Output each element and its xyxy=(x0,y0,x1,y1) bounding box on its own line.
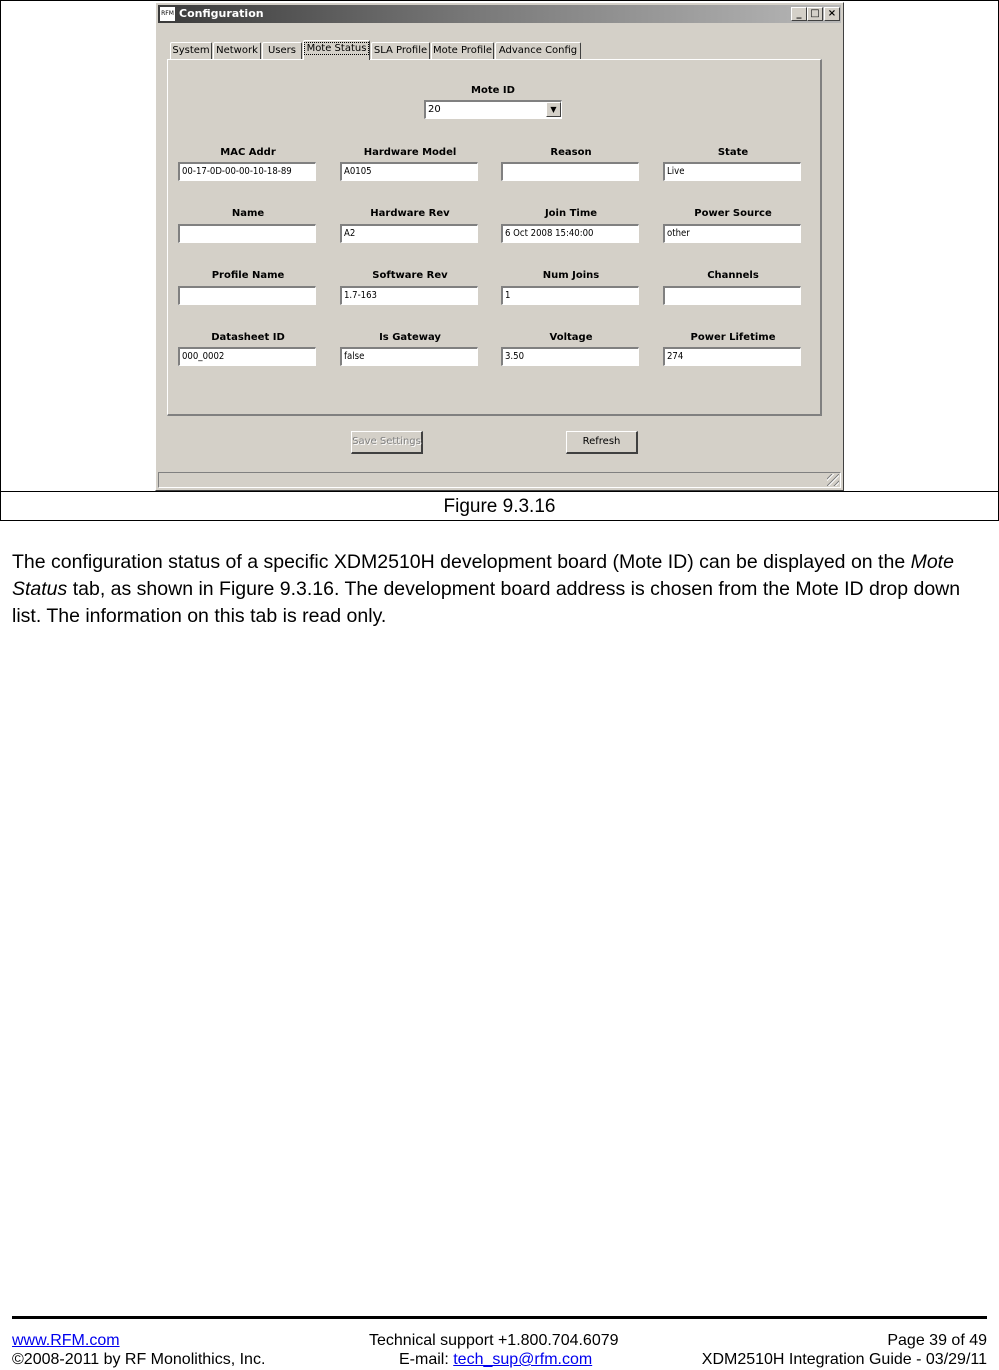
hardware-model-field[interactable]: A0105 xyxy=(340,162,478,181)
is-gateway-label: Is Gateway xyxy=(379,332,441,343)
support-phone: Technical support +1.800.704.6079 xyxy=(369,1332,619,1349)
hardware-model-label: Hardware Model xyxy=(363,147,457,158)
mac-addr-label: MAC Addr xyxy=(220,147,276,158)
is-gateway-field[interactable]: false xyxy=(340,347,478,366)
paragraph-text-start: The configuration status of a specific XDM2510H development board (Mote ID) can be displayed on the xyxy=(12,551,911,573)
tab-label: SLA Profile xyxy=(373,45,428,56)
tab-mote-profile[interactable] xyxy=(431,42,494,59)
hardware-rev-label: Hardware Rev xyxy=(370,208,450,219)
save-settings-button[interactable]: Save Settings xyxy=(351,431,423,454)
tab-system[interactable] xyxy=(170,42,212,59)
paragraph-emphasis: Mote Status xyxy=(12,551,954,600)
power-source-field[interactable]: other xyxy=(663,224,801,243)
window-title: Configuration xyxy=(179,7,264,20)
copyright: ©2008-2011 by RF Monolithics, Inc. xyxy=(12,1351,266,1368)
mote-id-value: 20 xyxy=(428,104,441,115)
status-bar xyxy=(158,472,841,488)
join-time-label: Join Time xyxy=(544,208,598,219)
close-icon[interactable]: × xyxy=(824,7,840,21)
channels-field[interactable] xyxy=(663,286,801,305)
email-link[interactable]: tech_sup@rfm.com xyxy=(453,1351,593,1368)
title-bar[interactable] xyxy=(158,5,841,23)
name-label: Name xyxy=(231,208,265,219)
datasheet-id-field[interactable]: 000_0002 xyxy=(178,347,316,366)
maximize-icon[interactable]: □ xyxy=(807,7,823,21)
website-link[interactable]: www.RFM.com xyxy=(12,1332,120,1349)
hardware-rev-field[interactable]: A2 xyxy=(340,224,478,243)
tab-label: Mote Profile xyxy=(432,45,493,56)
profile-name-label: Profile Name xyxy=(211,270,285,281)
power-lifetime-label: Power Lifetime xyxy=(690,332,776,343)
join-time-field[interactable]: 6 Oct 2008 15:40:00 xyxy=(501,224,639,243)
datasheet-id-label: Datasheet ID xyxy=(211,332,285,343)
tab-network[interactable] xyxy=(213,42,261,59)
tab-sla-profile[interactable] xyxy=(371,42,430,59)
footer-rule xyxy=(12,1316,987,1319)
state-field[interactable]: Live xyxy=(663,162,801,181)
name-field[interactable] xyxy=(178,224,316,243)
tab-label: Users xyxy=(267,45,296,56)
reason-field[interactable] xyxy=(501,162,639,181)
mac-addr-field[interactable]: 00-17-0D-00-00-10-18-89 xyxy=(178,162,316,181)
power-lifetime-field[interactable]: 274 xyxy=(663,347,801,366)
voltage-field[interactable]: 3.50 xyxy=(501,347,639,366)
tab-label: Advance Config xyxy=(498,45,578,56)
document-title: XDM2510H Integration Guide - 03/29/11 xyxy=(701,1351,987,1368)
configuration-window xyxy=(155,2,844,491)
mote-id-select[interactable] xyxy=(424,100,562,119)
email-label: E-mail: xyxy=(399,1351,454,1368)
reason-label: Reason xyxy=(550,147,592,158)
num-joins-label: Num Joins xyxy=(542,270,600,281)
profile-name-field[interactable] xyxy=(178,286,316,305)
figure-caption: Figure 9.3.16 xyxy=(0,491,999,521)
tab-label: Mote Status xyxy=(306,43,367,54)
tab-users[interactable] xyxy=(262,42,302,59)
tab-mote-status[interactable] xyxy=(303,40,370,60)
tab-label: Network xyxy=(216,45,258,56)
resize-grip-icon[interactable] xyxy=(827,474,839,486)
chevron-down-icon[interactable]: ▼ xyxy=(546,102,561,117)
page-number: Page 39 of 49 xyxy=(887,1332,987,1349)
mote-id-label: Mote ID xyxy=(471,85,515,96)
body-paragraph xyxy=(12,549,987,630)
paragraph-text-end: tab, as shown in Figure 9.3.16. The development board address is chosen from the Mote ID drop down list. The information on this tab is read only. xyxy=(12,578,961,627)
voltage-label: Voltage xyxy=(549,332,593,343)
power-source-label: Power Source xyxy=(694,208,772,219)
minimize-icon[interactable]: _ xyxy=(791,7,807,21)
software-rev-field[interactable]: 1.7-163 xyxy=(340,286,478,305)
num-joins-field[interactable]: 1 xyxy=(501,286,639,305)
tab-label: System xyxy=(172,45,210,56)
refresh-button[interactable]: Refresh xyxy=(566,431,638,454)
tab-advance-config[interactable] xyxy=(495,42,581,59)
channels-label: Channels xyxy=(707,270,759,281)
email-line xyxy=(399,1350,592,1370)
software-rev-label: Software Rev xyxy=(372,270,448,281)
app-icon: RFM xyxy=(160,7,175,21)
state-label: State xyxy=(717,147,749,158)
